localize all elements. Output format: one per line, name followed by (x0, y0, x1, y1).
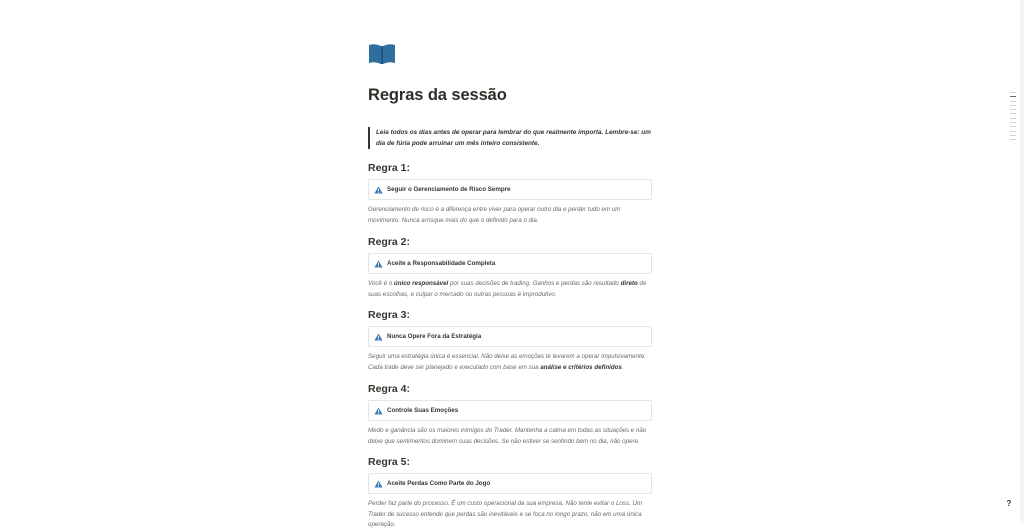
bold-text: direto (620, 280, 638, 287)
toc-line[interactable] (1010, 105, 1016, 106)
rule-callout-text: Controle Suas Emoções (387, 407, 459, 414)
intro-quote: Leia todos os dias antes de operar para lembrar do que realmente importa. Lembre-se: um dia de fúria pode arruinar um mês inteiro consistente. (368, 127, 660, 149)
bold-text: único responsável (393, 280, 449, 287)
rule-description (368, 205, 654, 226)
rule-description (368, 352, 654, 373)
rule-callout-text: Aceite a Responsabilidade Completa (387, 260, 496, 267)
toc-line[interactable] (1010, 122, 1016, 123)
warning-triangle-icon (374, 407, 383, 415)
rule-callout[interactable] (368, 473, 652, 494)
toc-line[interactable] (1010, 118, 1016, 119)
rule-callout-text: Nunca Opere Fora da Estratégia (387, 333, 482, 340)
warning-triangle-icon (374, 260, 383, 268)
text-segment: Medo e ganância são os maiores inimigos do Trader. Mantenha a calma em todas as situações e não deixe que sentimentos dominem suas decisões. Se não estiver se sentindo bem no dia, não opere. (368, 427, 647, 445)
toc-line[interactable] (1010, 109, 1016, 110)
toc-line[interactable] (1010, 139, 1016, 140)
warning-triangle-icon (374, 333, 383, 341)
toc-line[interactable] (1010, 96, 1016, 97)
text-segment: de suas escolhas, e culpar o mercado ou outras pessoas é improdutivo. (368, 280, 647, 298)
toc-line[interactable] (1010, 135, 1016, 136)
rule-heading: Regra 4: (368, 383, 411, 395)
rule-callout-text: Seguir o Gerenciamento de Risco Sempre (387, 186, 511, 193)
warning-triangle-icon (374, 480, 383, 488)
rule-heading: Regra 3: (368, 309, 411, 321)
page-title: Regras da sessão (368, 86, 507, 104)
rule-section (368, 161, 654, 226)
rule-description (368, 279, 654, 300)
rule-description (368, 426, 654, 447)
toc-line[interactable] (1010, 92, 1016, 93)
rule-heading: Regra 1: (368, 162, 411, 174)
open-book-icon (368, 42, 396, 66)
text-segment: . (621, 363, 624, 371)
rule-section (368, 382, 654, 447)
rule-callout-text: Aceite Perdas Como Parte do Jogo (387, 480, 491, 487)
warning-triangle-icon (374, 186, 383, 194)
table-of-contents-minimap[interactable] (1010, 92, 1016, 144)
text-segment: por suas decisões de trading. Ganhos e perdas são resultado (448, 280, 621, 287)
rule-heading: Regra 2: (368, 236, 411, 248)
text-segment: Gerenciamento de risco é a diferença entre viver para operar outro dia e perder tudo em um movimento. Nunca arrisque mais do que o definido para o dia. (368, 206, 621, 224)
rule-section (368, 455, 654, 531)
help-button[interactable] (1003, 498, 1015, 510)
text-segment: Perder faz parte do processo. É um custo operacional da sua empresa. Não tente evitar o Loss. Um Trader de sucesso entende que perdas são inevitáveis e se foca no longo prazo, não em uma única operação. (368, 500, 643, 528)
page-scrollbar[interactable] (1020, 0, 1024, 523)
bold-text: análise e critérios definidos (540, 363, 622, 371)
help-icon: ? (1006, 499, 1012, 508)
rule-section (368, 235, 654, 300)
text-segment: Você é o (368, 280, 394, 287)
toc-line[interactable] (1010, 113, 1016, 114)
rule-callout[interactable] (368, 400, 652, 421)
toc-line[interactable] (1010, 126, 1016, 127)
rule-callout[interactable] (368, 179, 652, 200)
rule-callout[interactable] (368, 253, 652, 274)
rule-heading: Regra 5: (368, 456, 411, 468)
toc-line[interactable] (1010, 131, 1016, 132)
rule-callout[interactable] (368, 326, 652, 347)
toc-line[interactable] (1010, 101, 1016, 102)
text-segment: Seguir uma estratégia única é essencial. Não deixe as emoções te levarem a operar impulsivamente. Cada trade deve ser planejado e executado com base em sua (368, 353, 646, 371)
rule-description (368, 499, 654, 531)
rule-section (368, 308, 654, 373)
